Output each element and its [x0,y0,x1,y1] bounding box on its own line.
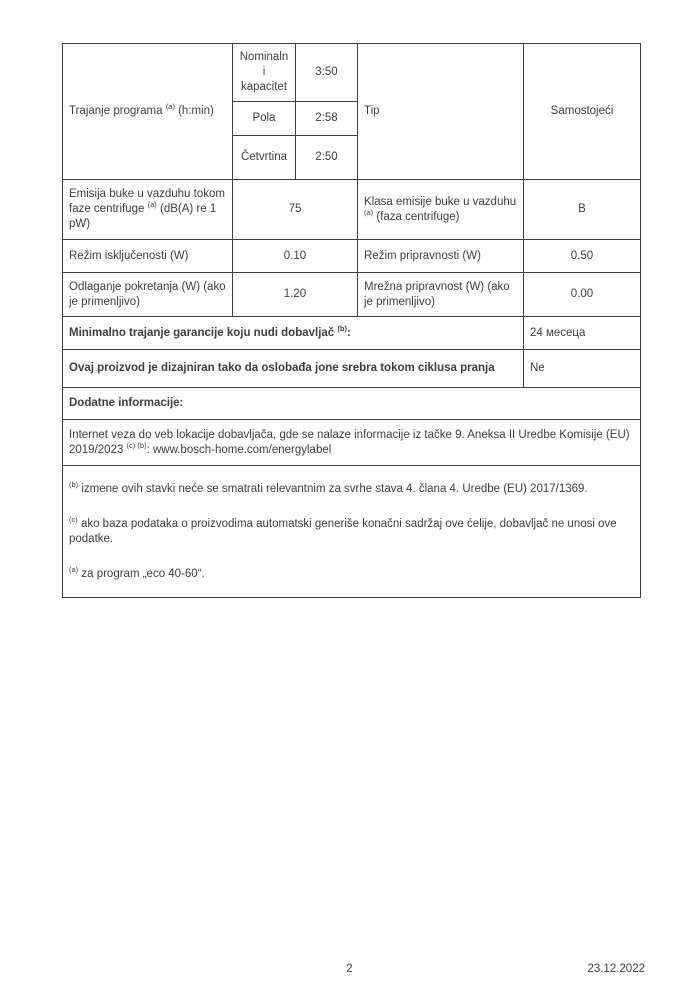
delay-start-label-cell: Odlaganje pokretanja (W) (ako je primenljivo) [63,273,233,317]
footnote-ref-a: (a) [165,102,175,112]
table-row [63,273,641,317]
table-row [63,317,641,350]
standby-value-cell: 0.50 [524,240,641,273]
table-row [63,420,641,466]
table-row [63,240,641,273]
footnote-marker-b: (b) [69,479,79,489]
table-row [63,388,641,420]
noise-label-cell [63,180,233,240]
networked-standby-value-cell: 0.00 [524,273,641,317]
off-mode-label-cell: Režim isključenosti (W) [63,240,233,273]
footer-date: 23.12.2022 [587,963,645,975]
product-info-table [62,43,641,598]
website-cell [63,420,641,466]
networked-standby-label-cell: Mrežna pripravnost (W) (ako je primenljivo) [358,273,524,317]
footnote-marker-a: (a) [69,564,79,574]
program-duration-label-cell [63,44,233,180]
table-row [63,44,641,102]
footnote-ref-b: (b) [337,323,347,333]
delay-start-value-cell: 1.20 [233,273,358,317]
footnote-a: $^{(a)}$ za program „eco 40-60“. [69,564,205,580]
capacity-half-value-cell: 2:58 [296,102,358,136]
page-number: 2 [346,963,353,975]
table-row [63,466,641,598]
type-value-cell: Samostojeći [524,44,641,180]
silver-ions-label-cell: Ovaj proizvod je dizajniran tako da oslobađa jone srebra tokom ciklusa pranja [63,350,524,388]
footnote-b: $^{(b)}$ izmene ovih stavki neće se smatrati relevantnim za svrhe stava 4. člana 4. Uredbe (EU) 2017/1369. [69,479,588,495]
guarantee-value-cell: 24 месеца [524,317,641,350]
footnote-ref-a: (a) [364,207,374,217]
noise-value-cell: 75 [233,180,358,240]
footnotes-cell [63,466,641,598]
noise-class-value-cell: B [524,180,641,240]
standby-label-cell: Režim pripravnosti (W) [358,240,524,273]
website-text: Internet veza do veb lokacije dobavljača, gde se nalaze informacije iz tačke 9. Aneksa II Uredbe Komisije (EU) 2019/2023 $^{(c) (b)}$: www.bosch-home.com/energylabel [69,428,630,456]
table-row [63,350,641,388]
noise-class-label: Klasa emisije buke u vazduhu $^{(a)}$ (faza centrifuge) [364,195,517,223]
capacity-quarter-value-cell: 2:50 [296,136,358,180]
capacity-nominal-label-cell: Nominalni kapacitet [233,44,296,102]
guarantee-label: Minimalno trajanje garancije koju nudi dobavljač $^{(b)}$: [69,323,351,339]
capacity-nominal-value-cell: 3:50 [296,44,358,102]
noise-label: Emisija buke u vazduhu tokom faze centrifuge $^{(a)}$ (dB(A) re 1 pW) [69,188,225,230]
footnote-ref-a: (a) [147,200,157,210]
footnote-marker-c: (c) [69,514,78,524]
silver-ions-value-cell: Ne [524,350,641,388]
footnote-ref-c-b: (c) (b) [126,440,147,450]
program-duration-label: Trajanje programa $^{(a)}$ (h:min) [69,102,214,117]
guarantee-label-cell [63,317,524,350]
capacity-half-label-cell: Pola [233,102,296,136]
additional-info-label-cell: Dodatne informacije: [63,388,641,420]
footnote-c: $^{(c)}$ ako baza podataka o proizvodima automatski generiše konačni sadržaj ove ćelije, dobavljač ne unosi ove podatke. [69,514,617,545]
table-row [63,180,641,240]
off-mode-value-cell: 0.10 [233,240,358,273]
type-label-cell: Tip [358,44,524,180]
capacity-quarter-label-cell: Četvrtina [233,136,296,180]
noise-class-label-cell [358,180,524,240]
